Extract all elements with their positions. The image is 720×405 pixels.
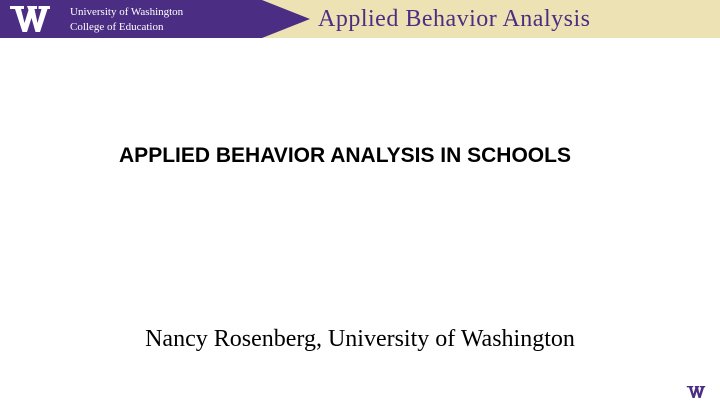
slide-title: APPLIED BEHAVIOR ANALYSIS IN SCHOOLS bbox=[119, 144, 571, 167]
university-name: University of Washington bbox=[70, 6, 184, 18]
uw-w-logo-icon bbox=[686, 386, 706, 398]
slide-subtitle: Nancy Rosenberg, University of Washington bbox=[145, 326, 575, 352]
college-name: College of Education bbox=[70, 21, 164, 33]
header-banner bbox=[0, 0, 720, 38]
program-title: Applied Behavior Analysis bbox=[318, 6, 591, 32]
uw-w-logo-icon bbox=[10, 6, 50, 32]
